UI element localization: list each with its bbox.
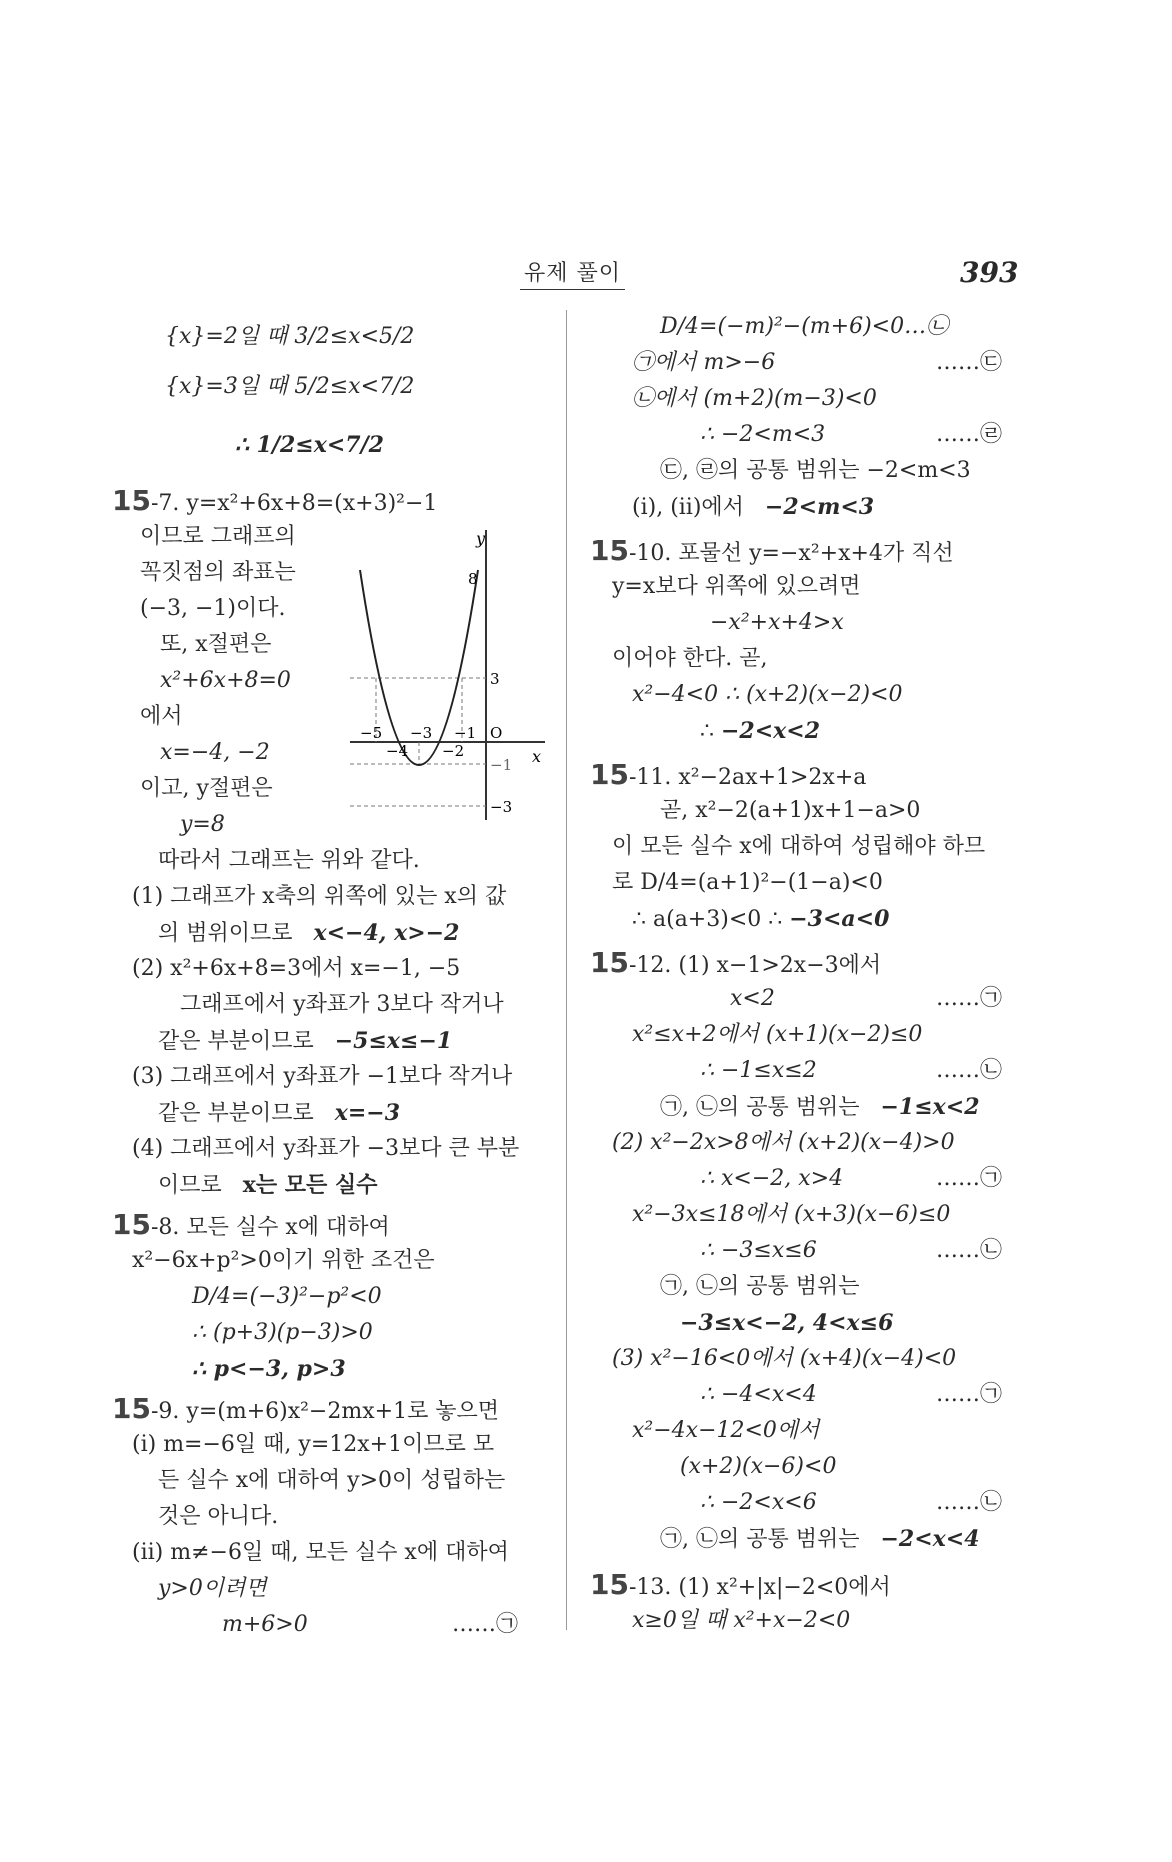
text-line: ㉡에서 (m+2)(m−3)<0 xyxy=(632,386,877,411)
problem-15-13 xyxy=(590,1570,891,1603)
text-line: ∴ 1/2≤x<7/2 xyxy=(235,432,384,458)
text-line: 곧, x²−2(a+1)x+1−a>0 xyxy=(660,798,921,823)
text-line: {x}=2일 때 3/2≤x<5/2 xyxy=(165,324,415,349)
problem-number: 15 xyxy=(590,534,629,567)
problem-heading: -9. y=(m+6)x²−2mx+1로 놓으면 xyxy=(150,1399,500,1424)
text-line: x²−4<0 ∴ (x+2)(x−2)<0 xyxy=(632,682,903,707)
answer: −2<x<4 xyxy=(880,1526,980,1552)
text-line: 따라서 그래프는 위와 같다. xyxy=(158,848,420,873)
x-tick-minus-2: −2 xyxy=(442,742,465,760)
answer: −1≤x<2 xyxy=(880,1094,980,1120)
text-line: x²+6x+8=0 xyxy=(160,668,291,693)
text-line: (ⅱ) m≠−6일 때, 모든 실수 x에 대하여 xyxy=(132,1540,509,1565)
problem-number: 15 xyxy=(112,484,151,517)
problem-heading: -7. y=x²+6x+8=(x+3)²−1 xyxy=(150,491,438,516)
text-line: ∴ (p+3)(p−3)>0 xyxy=(192,1320,373,1345)
text-line: y=x보다 위쪽에 있으려면 xyxy=(612,574,861,599)
text-line: 로 D/4=(a+1)²−(1−a)<0 xyxy=(612,870,883,895)
problem-number: 15 xyxy=(112,1392,151,1425)
text: 의 범위이므로 xyxy=(158,921,293,946)
text-line xyxy=(158,1170,377,1201)
text-line: ∴ −1≤x≤2 xyxy=(700,1058,817,1083)
text-line: ㉠에서 m>−6 xyxy=(632,350,776,375)
problem-15-7 xyxy=(112,486,437,519)
text-line: 이므로 그래프의 xyxy=(140,524,296,549)
text: 이므로 xyxy=(158,1173,222,1198)
problem-heading: -13. (1) x²+|x|−2<0에서 xyxy=(628,1575,891,1600)
y-axis-label: y xyxy=(476,530,486,548)
text-line: 이 모든 실수 x에 대하여 성립해야 하므 xyxy=(612,834,986,859)
page-header-title: 유제 풀이 xyxy=(520,256,625,290)
answer: x<−4, x>−2 xyxy=(313,920,460,946)
text-line: x²≤x+2에서 (x+1)(x−2)≤0 xyxy=(632,1022,923,1047)
problem-heading: -12. (1) x−1>2x−3에서 xyxy=(628,953,882,978)
text-line: (3) 그래프에서 y좌표가 −1보다 작거나 xyxy=(132,1064,513,1089)
problem-heading: -10. 포물선 y=−x²+x+4가 직선 xyxy=(628,541,954,566)
text-line: (1) 그래프가 x축의 위쪽에 있는 x의 값 xyxy=(132,884,507,909)
text: 같은 부분이므로 xyxy=(158,1101,314,1126)
answer: x는 모든 실수 xyxy=(242,1172,378,1198)
text-line: (4) 그래프에서 y좌표가 −3보다 큰 부분 xyxy=(132,1136,520,1161)
text: ㉠, ㉡의 공통 범위는 xyxy=(660,1527,860,1552)
x-tick-minus-3: −3 xyxy=(410,724,433,742)
text: ∴ a(a+3)<0 ∴ xyxy=(632,907,783,932)
answer: −2<m<3 xyxy=(764,494,875,520)
answer: −2<x<2 xyxy=(721,718,821,744)
marker: ……㉠ xyxy=(936,1382,1003,1407)
answer: −3<a<0 xyxy=(789,906,890,932)
text-line: −x²+x+4>x xyxy=(710,610,844,635)
y-tick-minus-3: −3 xyxy=(490,798,513,816)
text-line: 든 실수 x에 대하여 y>0이 성립하는 xyxy=(158,1468,506,1493)
text-line: x²−4x−12<0에서 xyxy=(632,1418,820,1443)
marker: ……㉢ xyxy=(936,350,1003,375)
text-line xyxy=(632,904,889,935)
text-line: (2) x²+6x+8=3에서 x=−1, −5 xyxy=(132,956,461,981)
text-line: 이고, y절편은 xyxy=(140,776,273,801)
text-line: m+6>0 xyxy=(222,1612,308,1637)
text-line: ∴ −4<x<4 xyxy=(700,1382,817,1407)
text-line: x=−4, −2 xyxy=(160,740,270,765)
text-line: 또, x절편은 xyxy=(160,632,272,657)
marker: ……㉡ xyxy=(936,1490,1003,1515)
problem-15-12 xyxy=(590,948,881,981)
text-line: ∴ −2<m<3 xyxy=(700,422,826,447)
problem-15-9 xyxy=(112,1394,499,1427)
x-tick-minus-1: −1 xyxy=(454,724,477,742)
problem-number: 15 xyxy=(590,946,629,979)
answer: −3≤x<−2, 4<x≤6 xyxy=(680,1310,894,1336)
text: ∴ xyxy=(700,719,714,744)
text: 같은 부분이므로 xyxy=(158,1029,314,1054)
text-line: ∴ −2<x<6 xyxy=(700,1490,817,1515)
text-line: 꼭짓점의 좌표는 xyxy=(140,560,296,585)
text-line: D/4=(−m)²−(m+6)<0…㉡ xyxy=(660,314,949,339)
text: (ⅰ), (ⅱ)에서 xyxy=(632,495,744,520)
text-line: (x+2)(x−6)<0 xyxy=(680,1454,837,1479)
marker: ……㉡ xyxy=(936,1238,1003,1263)
problem-number: 15 xyxy=(590,758,629,791)
page-number: 393 xyxy=(960,256,1019,289)
marker: ……㉠ xyxy=(452,1612,519,1637)
text-line: x<2 xyxy=(730,986,775,1011)
y-tick-3: 3 xyxy=(490,670,500,688)
x-axis-label: x xyxy=(532,747,542,766)
marker: ……㉠ xyxy=(936,1166,1003,1191)
text-line xyxy=(158,1098,400,1129)
marker: ……㉡ xyxy=(936,1058,1003,1083)
text-line: (3) x²−16<0에서 (x+4)(x−4)<0 xyxy=(612,1346,957,1371)
text-line xyxy=(158,1026,452,1057)
text-line: {x}=3일 때 5/2≤x<7/2 xyxy=(165,374,415,399)
text-line: 것은 아니다. xyxy=(158,1504,279,1529)
problem-15-8 xyxy=(112,1210,390,1243)
y-tick-minus-1: −1 xyxy=(490,756,513,774)
answer: x=−3 xyxy=(334,1100,401,1126)
text-line: (−3, −1)이다. xyxy=(140,596,286,621)
text-line: 그래프에서 y좌표가 3보다 작거나 xyxy=(180,992,504,1017)
y-tick-8: 8 xyxy=(468,570,478,588)
text-line xyxy=(158,918,459,949)
text-line: ㉢, ㉣의 공통 범위는 −2<m<3 xyxy=(660,458,971,483)
answer: −5≤x≤−1 xyxy=(334,1028,453,1054)
text-line xyxy=(632,492,874,523)
x-tick-minus-5: −5 xyxy=(360,724,383,742)
x-tick-minus-4: −4 xyxy=(386,742,409,760)
problem-15-10 xyxy=(590,536,954,569)
marker: ……㉠ xyxy=(936,986,1003,1011)
problem-heading: -8. 모든 실수 x에 대하여 xyxy=(150,1215,390,1240)
text-line: D/4=(−3)²−p²<0 xyxy=(192,1284,382,1309)
text-line: x≥0일 때 x²+x−2<0 xyxy=(632,1608,851,1633)
text-line: ∴ p<−3, p>3 xyxy=(192,1356,346,1382)
problem-15-11 xyxy=(590,760,866,793)
text-line: x²−3x≤18에서 (x+3)(x−6)≤0 xyxy=(632,1202,951,1227)
text: ㉠, ㉡의 공통 범위는 xyxy=(660,1095,860,1120)
column-divider xyxy=(566,310,567,1630)
text-line: (ⅰ) m=−6일 때, y=12x+1이므로 모 xyxy=(132,1432,495,1457)
problem-number: 15 xyxy=(112,1208,151,1241)
problem-heading: -11. x²−2ax+1>2x+a xyxy=(628,765,867,790)
text-line: (2) x²−2x>8에서 (x+2)(x−4)>0 xyxy=(612,1130,955,1155)
problem-number: 15 xyxy=(590,1568,629,1601)
text-line: y>0이려면 xyxy=(158,1576,267,1601)
text-line xyxy=(660,1524,980,1555)
text-line xyxy=(660,1092,980,1123)
parabola-graph xyxy=(350,530,550,830)
marker: ……㉣ xyxy=(936,422,1003,447)
text-line xyxy=(700,716,820,747)
text-line: ㉠, ㉡의 공통 범위는 xyxy=(660,1274,860,1299)
text-line: ∴ x<−2, x>4 xyxy=(700,1166,844,1191)
text-line: x²−6x+p²>0이기 위한 조건은 xyxy=(132,1248,435,1273)
text-line: 에서 xyxy=(140,704,183,729)
text-line: y=8 xyxy=(180,812,225,837)
text-line: ∴ −3≤x≤6 xyxy=(700,1238,817,1263)
origin-label: O xyxy=(490,724,503,742)
text-line: 이어야 한다. 곧, xyxy=(612,646,768,671)
